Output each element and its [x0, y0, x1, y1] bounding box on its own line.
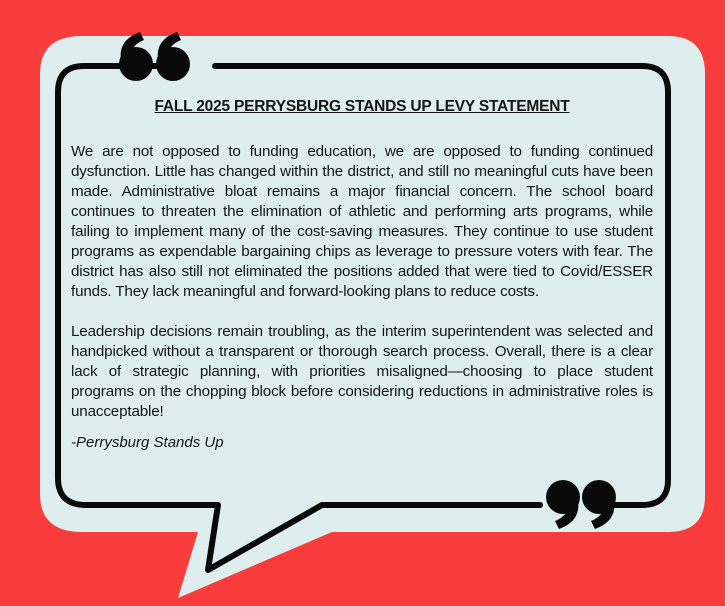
- statement-body: [71, 98, 653, 451]
- statement-paragraph-2: Leadership decisions remain troubling, as the interim superintendent was selected and handpicked without a transparent or thorough search process. Overall, there is a clear lack of strategic planning, with priorities misaligned—choosing to place student programs on the chopping block before considering reductions in administrative roles is unacceptable!: [71, 323, 653, 420]
- statement-title: FALL 2025 PERRYSBURG STANDS UP LEVY STATEMENT: [154, 98, 570, 115]
- statement-signature: -Perrysburg Stands Up: [71, 434, 224, 451]
- statement-paragraph-1: We are not opposed to funding education, we are opposed to funding continued dysfunction. Little has changed within the district, and still no meaningful cuts have been made. Administrative bloat remains a major financial concern. The school board continues to threaten the elimination of athletic and performing arts programs, while failing to implement many of the cost-saving measures. They continue to use student programs as expendable bargaining chips as leverage to pressure voters with fear. The district has also still not eliminated the positions added that were tied to Covid/ESSER funds. They lack meaningful and forward-looking plans to reduce costs.: [71, 143, 653, 300]
